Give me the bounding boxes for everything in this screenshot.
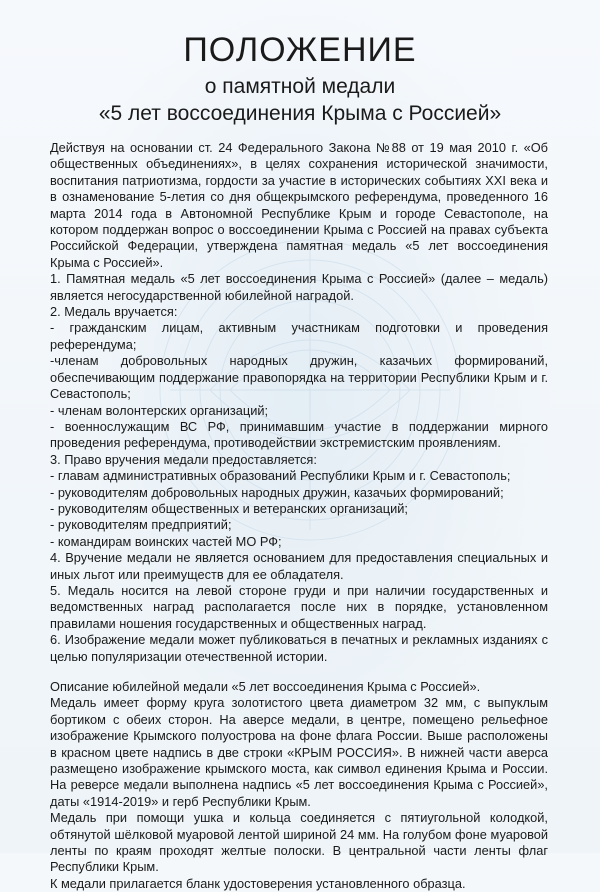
paragraph-preamble: Действуя на основании ст. 24 Федерального Закона №88 от 19 мая 2010 г. «Об общественных объединениях», в целях сохранения исторической значимости, воспитания патриотизма, гордости за участие в исторических событиях XXI века и в ознаменование 5-летия со дня общекрымского референдума, проведенного 16 марта 2014 года в Автономной Республике Крым и городе Севастополе, на котором поддержан вопрос о воссоединении Крыма с Россией на правах субъекта Российской Федерации, утверждена памятная медаль «5 лет воссоединения Крыма с Россией». [50, 140, 548, 270]
list-item: - военнослужащим ВС РФ, принимавшим участие в поддержании мирного проведения референдума, противодействии экстремистским проявлениям. [50, 418, 548, 451]
list-item: -членам добровольных народных дружин, казачьих формирований, обеспечивающим поддержание правопорядка на территории Республики Крым и г. Севастополь; [50, 353, 548, 402]
description-heading: Описание юбилейной медали «5 лет воссоединения Крыма с Россией». [50, 679, 481, 694]
list-item: - руководителям добровольных народных дружин, казачьих формирований; [50, 484, 504, 500]
description-paragraph: Медаль при помощи ушка и кольца соединяется с пятиугольной колодкой, обтянутой шёлковой муаровой лентой шириной 24 мм. На голубом фоне муаровой ленты по краям проходят желтые полоски. В центральной части ленты флаг Республики Крым. [50, 810, 548, 875]
paragraph-item-4: 4. Вручение медали не является основанием для предоставления специальных и иных льгот или преимуществ для ее обладателя. [50, 550, 548, 582]
paragraph-item-2: 2. Медаль вручается: [50, 304, 178, 320]
paragraph-item-5: 5. Медаль носится на левой стороне груди и при наличии государственных и ведомственных наград располагается после них в порядке, установленном правилами ношения государственных и общественных наград. [50, 582, 548, 631]
section-gap [50, 665, 548, 679]
list-item: - главам административных образований Республики Крым и г. Севастополь; [50, 468, 511, 484]
paragraph-item-1: 1. Памятная медаль «5 лет воссоединения Крыма с Россией» (далее – медаль) является негосударственной юбилейной наградой. [50, 271, 548, 303]
list-item: - командирам воинских частей МО РФ; [50, 533, 282, 549]
list-item: - руководителям предприятий; [50, 517, 232, 533]
medal-name: «5 лет воссоединения Крыма с Россией» [98, 102, 502, 125]
document-header [0, 30, 600, 127]
list-item: - гражданским лицам, активным участникам подготовки и проведения референдума; [50, 320, 548, 352]
list-item: - членам волонтерских организаций; [50, 402, 269, 418]
description-paragraph: Медаль имеет форму круга золотистого цвета диаметром 32 мм, с выпуклым бортиком с обеих сторон. На аверсе медали, в центре, помещено рельефное изображение Крымского полуострова на фоне флага России. Выше расположены в красном цвете надпись в две строки «КРЫМ РОССИЯ». В нижней части аверса размещено изображение крымского моста, как символ единения Крыма и России. На реверсе медали выполнена надпись «5 лет воссоединения Крыма с Россией», даты «1914-2019» и герб Республики Крым. [50, 695, 548, 809]
document-body [50, 140, 548, 892]
list-item: - руководителям общественных и ветеранских организаций; [50, 500, 408, 516]
paragraph-item-3: 3. Право вручения медали предоставляется: [50, 451, 317, 467]
paragraph-item-6: 6. Изображение медали может публиковаться в печатных и рекламных изданиях с целью популяризации отечественной истории. [50, 632, 548, 664]
document-subtitle: о памятной медали [204, 75, 396, 98]
document-title: ПОЛОЖЕНИЕ [183, 31, 417, 69]
description-paragraph: К медали прилагается бланк удостоверения установленного образца. [50, 875, 466, 891]
